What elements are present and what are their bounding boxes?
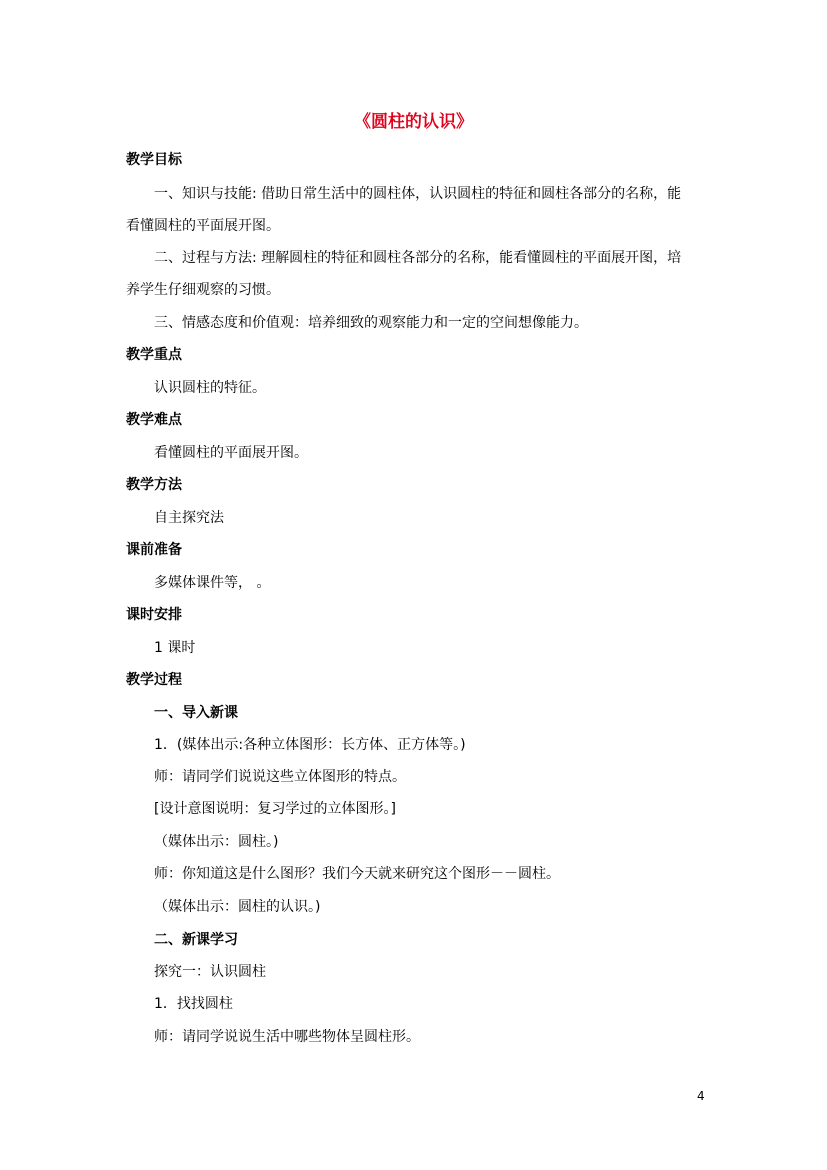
intro-heading: 一、导入新课: [154, 705, 238, 721]
new-lesson-heading: 二、新课学习: [154, 932, 238, 948]
method-text: 自主探究法: [154, 510, 224, 526]
method-heading: 教学方法: [126, 477, 182, 493]
intro-line-3: [设计意图说明：复习学过的立体图形。]: [154, 801, 396, 817]
goal-3: 三、情感态度和价值观：培养细致的观察能力和一定的空间想像能力。: [154, 315, 588, 331]
schedule-text: 1 课时: [154, 640, 196, 656]
difficulties-text: 看懂圆柱的平面展开图。: [154, 445, 308, 461]
document-title: 《圆柱的认识》: [354, 112, 473, 132]
new-lesson-line-1: 探究一：认识圆柱: [154, 964, 266, 980]
intro-line-4: （媒体出示：圆柱。): [154, 834, 279, 850]
goal-1-line-1: 一、知识与技能: 借助日常生活中的圆柱体，认识圆柱的特征和圆柱各部分的名称，能: [154, 186, 682, 202]
schedule-heading: 课时安排: [126, 607, 182, 623]
intro-line-2: 师：请同学们说说这些立体图形的特点。: [154, 769, 406, 785]
goal-1-line-2: 看懂圆柱的平面展开图。: [126, 218, 280, 234]
intro-line-1: 1．(媒体出示:各种立体图形：长方体、正方体等。): [154, 737, 466, 753]
key-points-text: 认识圆柱的特征。: [154, 380, 266, 396]
new-lesson-line-2: 1．找找圆柱: [154, 996, 233, 1012]
preparation-heading: 课前准备: [126, 542, 182, 558]
goal-2-line-2: 养学生仔细观察的习惯。: [126, 282, 280, 298]
key-points-heading: 教学重点: [126, 347, 182, 363]
goal-2-line-1: 二、过程与方法: 理解圆柱的特征和圆柱各部分的名称，能看懂圆柱的平面展开图，培: [154, 250, 682, 266]
page-number: 4: [697, 1089, 705, 1103]
intro-line-6: （媒体出示：圆柱的认识。): [154, 899, 321, 915]
goals-heading: 教学目标: [126, 152, 182, 168]
intro-line-5: 师：你知道这是什么图形？我们今天就来研究这个图形－－圆柱。: [154, 866, 560, 882]
process-heading: 教学过程: [126, 672, 182, 688]
difficulties-heading: 教学难点: [126, 412, 182, 428]
new-lesson-line-3: 师：请同学说说生活中哪些物体呈圆柱形。: [154, 1029, 420, 1045]
preparation-text: 多媒体课件等， 。: [154, 575, 271, 591]
